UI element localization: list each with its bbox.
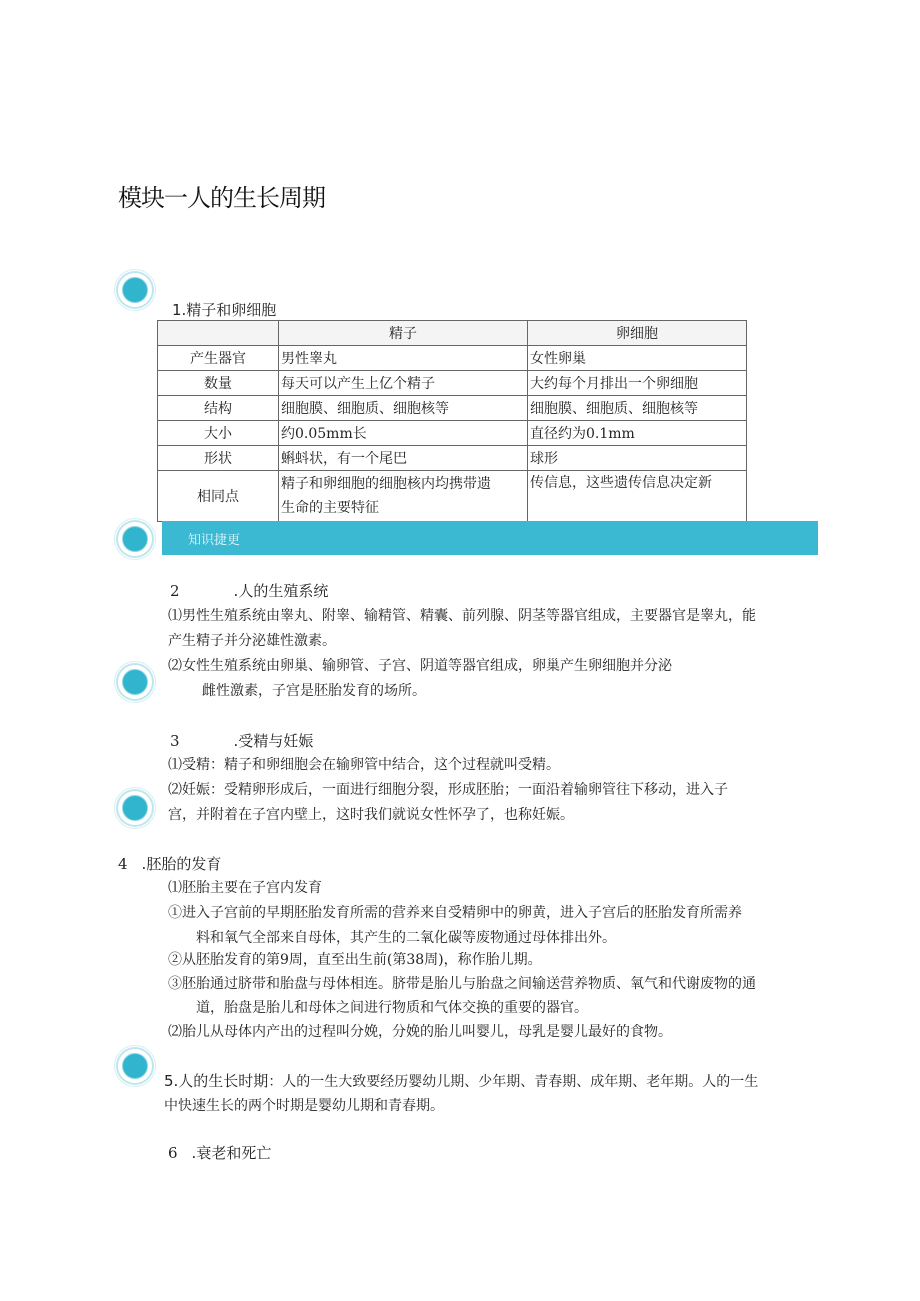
table-cell: 形状	[158, 446, 279, 471]
bullet-circle-icon	[118, 665, 152, 699]
banner-label: 知识捷更	[188, 533, 241, 548]
section-4-heading	[118, 852, 221, 876]
paragraph-line: 料和氧气全部来自母体，其产生的二氧化碳等废物通过母体排出外。	[196, 930, 616, 946]
table-cell: 球形	[528, 446, 747, 471]
table-cell: 产生器官	[158, 346, 279, 371]
term-text: ：受精卵形成后，一面进行细胞分裂，形成胚胎；一面沿着输卵管往下移动，进入子	[210, 782, 728, 798]
section-title: .衰老和死亡	[191, 1144, 272, 1162]
paragraph-line: 中快速生长的两个时期是婴幼儿期和青春期。	[164, 1098, 444, 1114]
section-2-heading	[170, 579, 328, 603]
table-cell: 每天可以产生上亿个精子	[279, 371, 528, 396]
table-header-row	[158, 321, 747, 346]
table-cell: 大小	[158, 421, 279, 446]
table-row	[158, 371, 747, 396]
paragraph-line: 道，胎盘是胎儿和母体之间进行物质和气体交换的重要的器官。	[196, 1000, 588, 1016]
common-text-line: 传信息，这些遗传信息决定新	[530, 475, 712, 491]
section-number: 6	[168, 1144, 178, 1162]
section-5-paragraph	[164, 1069, 758, 1094]
paragraph-line: 雌性激素，子宫是胚胎发育的场所。	[202, 683, 426, 699]
paragraph-line: ⑴男性生殖系统由睾丸、附睾、输精管、精囊、前列腺、阴茎等器官组成，主要器官是睾丸，能	[168, 608, 756, 624]
table-header-cell	[158, 321, 279, 346]
subheading: ⑴胚胎主要在子宫内发育	[168, 880, 322, 896]
section-title: .胚胎的发育	[141, 855, 222, 873]
table-row	[158, 421, 747, 446]
section-text: ：人的一生大致要经历婴幼儿期、少年期、青春期、成年期、老年期。人的一生	[268, 1074, 759, 1090]
table-cell: 女性卵巢	[528, 346, 747, 371]
section-1-heading: 1.精子和卵细胞	[172, 301, 277, 319]
bullet-circle-icon	[118, 273, 152, 307]
section-number: 4	[118, 855, 128, 873]
paragraph-line: ⑵胎儿从母体内产出的过程叫分娩，分娩的胎儿叫婴儿，母乳是婴儿最好的食物。	[168, 1024, 672, 1040]
table-cell: 大约每个月排出一个卵细胞	[528, 371, 747, 396]
section-title: .受精与妊娠	[233, 732, 314, 750]
table-cell-common-right	[528, 471, 747, 522]
section-title: 5.人的生长时期	[164, 1072, 269, 1090]
common-text-line: 精子和卵细胞的细胞核内均携带遗	[281, 476, 491, 492]
table-cell: 约0.05mm长	[279, 421, 528, 446]
section-title: .人的生殖系统	[233, 582, 329, 600]
paragraph-line	[168, 753, 560, 777]
table-cell: 细胞膜、细胞质、细胞核等	[528, 396, 747, 421]
table-header-cell: 卵细胞	[528, 321, 747, 346]
table-row	[158, 346, 747, 371]
term-label: ⑵妊娠	[168, 782, 210, 798]
paragraph-line: ①进入子宫前的早期胚胎发育所需的营养来自受精卵中的卵黄，进入子宫后的胚胎发育所需养	[168, 905, 742, 921]
table-row	[158, 396, 747, 421]
page-title: 模块一人的生长周期	[118, 184, 325, 212]
table-cell: 数量	[158, 371, 279, 396]
table-cell: 相同点	[158, 471, 279, 522]
term-label: ⑴受精	[168, 757, 210, 773]
paragraph-line	[168, 778, 728, 802]
common-text-line: 生命的主要特征	[281, 500, 379, 516]
knowledge-banner	[162, 521, 818, 555]
bullet-circle-icon	[118, 791, 152, 825]
section-3-heading	[170, 729, 313, 753]
section-number: 2	[170, 582, 180, 600]
term-text: ：精子和卵细胞会在输卵管中结合，这个过程就叫受精。	[210, 757, 560, 773]
bullet-circle-icon	[118, 1049, 152, 1083]
comparison-table	[157, 320, 747, 522]
section-number: 3	[170, 732, 180, 750]
table-row-common	[158, 471, 747, 522]
paragraph-line: 产生精子并分泌雄性激素。	[168, 633, 336, 649]
table-cell: 蝌蚪状，有一个尾巴	[279, 446, 528, 471]
table-cell: 直径约为0.1mm	[528, 421, 747, 446]
paragraph-line: ②从胚胎发育的第9周，直至出生前(第38周)，称作胎儿期。	[168, 952, 542, 968]
bullet-circle-icon	[118, 522, 152, 556]
table-cell-common-left	[279, 471, 528, 522]
table-cell: 结构	[158, 396, 279, 421]
section-6-heading	[168, 1141, 271, 1165]
paragraph-line: 宫，并附着在子宫内壁上，这时我们就说女性怀孕了，也称妊娠。	[168, 807, 574, 823]
table-cell: 男性睾丸	[279, 346, 528, 371]
table-header-cell: 精子	[279, 321, 528, 346]
paragraph-line: ③胚胎通过脐带和胎盘与母体相连。脐带是胎儿与胎盘之间输送营养物质、氧气和代谢废物的通	[168, 976, 756, 992]
paragraph-line: ⑵女性生殖系统由卵巢、输卵管、子宫、阴道等器官组成，卵巢产生卵细胞并分泌	[168, 658, 672, 674]
table-cell: 细胞膜、细胞质、细胞核等	[279, 396, 528, 421]
table-row	[158, 446, 747, 471]
